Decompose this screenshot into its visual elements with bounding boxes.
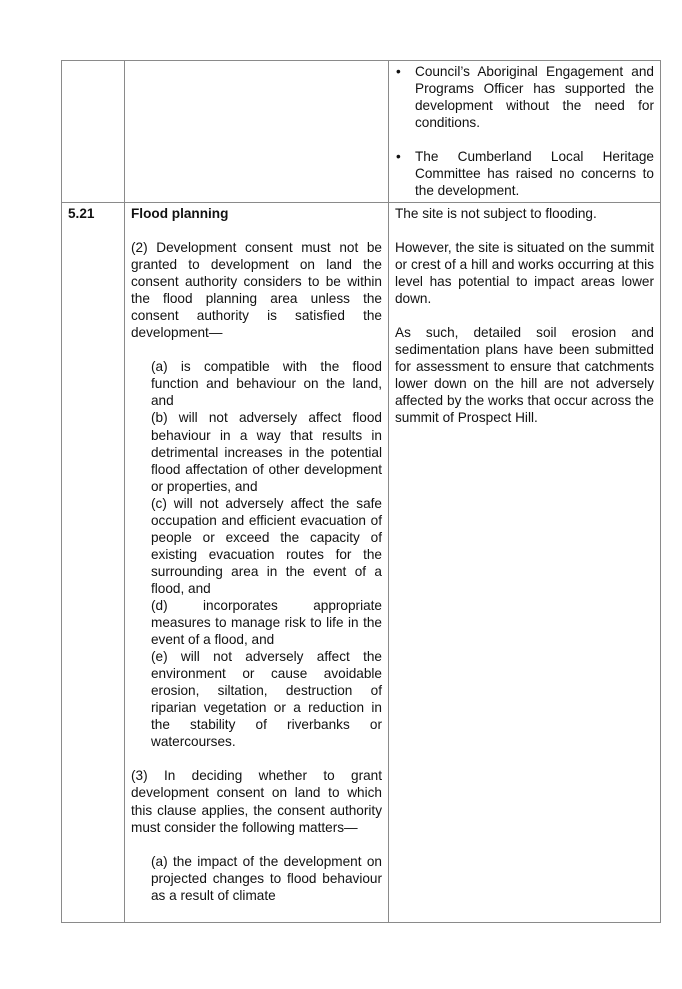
bullet-icon: • [396, 149, 401, 165]
response-cell [389, 203, 661, 923]
list-item: (a) is compatible with the flood function and behaviour on the land, and [151, 359, 382, 409]
response-bullet-list [395, 63, 654, 199]
clause-number: 5.21 [68, 206, 95, 221]
list-item: (a) the impact of the development on projected changes to flood behaviour as a result of climate [151, 853, 382, 903]
response-paragraph: As such, detailed soil erosion and sedimentation plans have been submitted for assessment to ensure that catchments lower down on the hill are not adversely affected by the works that occur across the summit of Prospect Hill. [395, 325, 654, 426]
list-item: (c) will not adversely affect the safe occupation and efficient evacuation of people or exceed the capacity of existing evacuation routes for the surrounding area in the event of a flood, and [151, 495, 382, 596]
clause-number-cell [62, 203, 125, 923]
subclause-3-items [131, 853, 382, 904]
clause-number-cell [62, 61, 125, 203]
clause-text-cell [125, 203, 389, 923]
response-cell [389, 61, 661, 203]
response-paragraph: The site is not subject to flooding. [395, 206, 597, 221]
list-item: (b) will not adversely affect flood behaviour in a way that results in detrimental increases in the potential flood affectation of other development or properties, and [151, 410, 382, 494]
clause-title: Flood planning [131, 206, 229, 221]
list-item: (e) will not adversely affect the environment or cause avoidable erosion, siltation, destruction of riparian vegetation or a reduction in the stability of riverbanks or watercourses. [151, 649, 382, 750]
list-item: • The Cumberland Local Heritage Committee has raised no concerns to the development. [396, 149, 654, 199]
subclause-2-items [131, 358, 382, 750]
clause-text-cell [125, 61, 389, 203]
compliance-table [61, 60, 661, 923]
clause-subclause-2: (2) Development consent must not be granted to development on land the consent authority considers to be within the flood planning area unless the consent authority is satisfied the development— [131, 240, 382, 341]
bullet-icon: • [396, 64, 401, 79]
clause-subclause-3: (3) In deciding whether to grant development consent on land to which this clause applies, the consent authority must consider the following matters— [131, 768, 382, 835]
table-row [62, 61, 661, 203]
list-item: (d) incorporates appropriate measures to manage risk to life in the event of a flood, and [151, 597, 382, 648]
list-item: • Council’s Aboriginal Engagement and Programs Officer has supported the development without the need for conditions. [396, 64, 654, 131]
response-paragraph: However, the site is situated on the summit or crest of a hill and works occurring at this level has potential to impact areas lower down. [395, 240, 654, 307]
table-row [62, 203, 661, 923]
